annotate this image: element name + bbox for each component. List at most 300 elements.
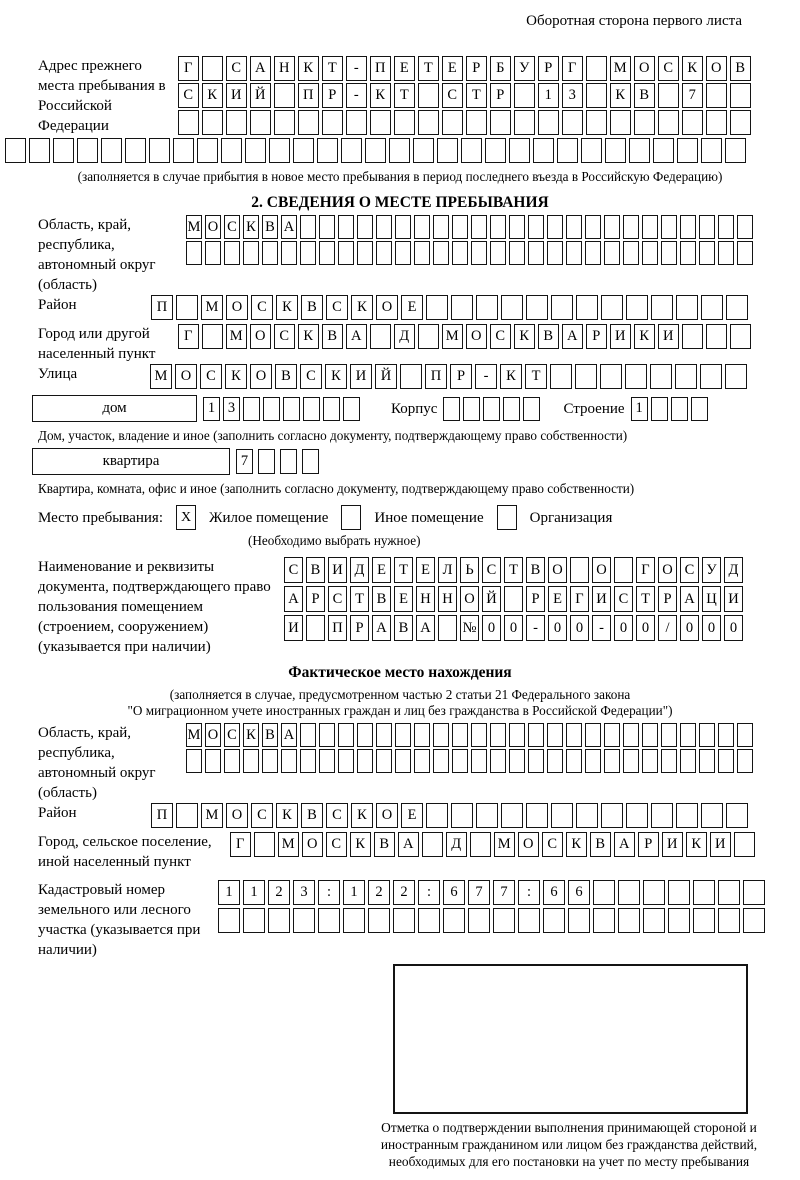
char-cell: П	[151, 295, 173, 320]
char-cell	[642, 241, 658, 265]
char-cell: М	[494, 832, 515, 857]
char-cell: 0	[614, 615, 633, 641]
char-cell: О	[592, 557, 611, 583]
house-note: Дом, участок, владение и иное (заполнить согласно документу, подтверждающему право собственности)	[38, 428, 628, 443]
char-cell: В	[590, 832, 611, 857]
char-cell: 7	[682, 83, 703, 108]
char-cell: 0	[548, 615, 567, 641]
char-cell	[668, 880, 690, 905]
field-city	[38, 324, 800, 364]
char-cell: К	[276, 803, 298, 828]
char-cell: Р	[490, 83, 511, 108]
char-cell: 0	[724, 615, 743, 641]
char-cell	[743, 880, 765, 905]
char-cell	[643, 908, 665, 933]
char-cell: Е	[372, 557, 391, 583]
char-cell: В	[526, 557, 545, 583]
char-cells-row	[186, 749, 756, 773]
char-cell: 7	[236, 449, 253, 474]
char-cell	[699, 749, 715, 773]
char-cell	[466, 110, 487, 135]
char-cell	[283, 397, 300, 421]
char-cell	[418, 324, 439, 349]
char-cell: С	[251, 295, 273, 320]
char-cell: 3	[223, 397, 240, 421]
actual-location-note-2: "О миграционном учете иностранных граждан и лиц без гражданства в Российской Федерации")	[127, 703, 673, 718]
char-cell	[586, 110, 607, 135]
stay-type-label: Место пребывания:	[38, 509, 163, 526]
char-cell: -	[592, 615, 611, 641]
char-cell	[576, 295, 598, 320]
char-cell: А	[372, 615, 391, 641]
char-cell	[319, 723, 335, 747]
char-cell: Н	[416, 586, 435, 612]
char-cell	[650, 364, 672, 389]
char-cell	[395, 723, 411, 747]
char-cell	[623, 241, 639, 265]
char-cell	[413, 138, 434, 163]
char-cell	[437, 138, 458, 163]
char-cell: Е	[401, 295, 423, 320]
char-cell	[476, 803, 498, 828]
char-cell: В	[306, 557, 325, 583]
char-cell	[422, 832, 443, 857]
house-box-label: дом	[32, 395, 197, 422]
char-cell: Р	[466, 56, 487, 81]
char-cell: К	[298, 56, 319, 81]
char-cell	[585, 241, 601, 265]
char-cell: Д	[724, 557, 743, 583]
char-cell: К	[350, 832, 371, 857]
char-cell	[625, 364, 647, 389]
stamp-box	[393, 964, 748, 1114]
char-cell: И	[226, 83, 247, 108]
char-cell: 6	[443, 880, 465, 905]
stamp-caption: Отметка о подтверждении выполнения принимающей стороной и иностранным гражданином или лицом без гражданства действий, необходимых для его постановки на учет по месту пребывания	[380, 1120, 758, 1169]
char-cell: Л	[438, 557, 457, 583]
char-cell	[338, 723, 354, 747]
char-cell: С	[200, 364, 222, 389]
char-cell: И	[710, 832, 731, 857]
char-cell	[509, 723, 525, 747]
char-cell	[368, 908, 390, 933]
char-cell	[526, 295, 548, 320]
city-label: Город или другой населенный пункт	[38, 326, 156, 362]
house-row	[32, 395, 800, 422]
char-cell	[395, 241, 411, 265]
char-cells-row	[178, 324, 754, 349]
prev-address-label: Адрес прежнего места пребывания в Российской Федерации	[38, 58, 166, 134]
char-cell: О	[548, 557, 567, 583]
char-cell: Г	[562, 56, 583, 81]
char-cell	[680, 241, 696, 265]
char-cell: Р	[450, 364, 472, 389]
char-cell	[653, 138, 674, 163]
char-cell: О	[226, 803, 248, 828]
char-cell: Ь	[460, 557, 479, 583]
char-cell: 0	[636, 615, 655, 641]
char-cell	[605, 138, 626, 163]
char-cell: :	[418, 880, 440, 905]
page-side-note: Оборотная сторона первого листа	[526, 13, 742, 29]
char-cell	[250, 110, 271, 135]
char-cell	[452, 241, 468, 265]
char-cell	[254, 832, 275, 857]
char-cell	[461, 138, 482, 163]
field-prev-address	[38, 56, 800, 136]
char-cell	[300, 723, 316, 747]
char-cell	[700, 364, 722, 389]
char-cell: О	[706, 56, 727, 81]
char-cell: В	[730, 56, 751, 81]
char-cell: У	[702, 557, 721, 583]
char-cell	[452, 723, 468, 747]
char-cell	[376, 215, 392, 239]
char-cell: Т	[394, 83, 415, 108]
char-cell: Р	[306, 586, 325, 612]
char-cell: Е	[442, 56, 463, 81]
char-cell	[471, 723, 487, 747]
stroenie-label: Строение	[563, 400, 625, 417]
char-cell: К	[298, 324, 319, 349]
char-cell: А	[398, 832, 419, 857]
char-cell	[604, 723, 620, 747]
char-cell: Р	[526, 586, 545, 612]
char-cell: 7	[468, 880, 490, 905]
char-cell	[691, 397, 708, 421]
apartment-note: Квартира, комната, офис и иное (заполнить согласно документу, подтверждающему право собственности)	[38, 481, 635, 496]
checkbox-organization	[497, 505, 517, 530]
char-cell	[414, 215, 430, 239]
char-cell	[53, 138, 74, 163]
char-cell	[258, 449, 275, 474]
char-cell	[338, 241, 354, 265]
char-cell	[528, 241, 544, 265]
char-cell: О	[205, 215, 221, 239]
char-cell	[243, 397, 260, 421]
char-cell	[668, 908, 690, 933]
char-cell: Е	[394, 56, 415, 81]
char-cell: Е	[416, 557, 435, 583]
char-cell: Т	[394, 557, 413, 583]
char-cell	[376, 749, 392, 773]
char-cell	[306, 615, 325, 641]
char-cell: К	[634, 324, 655, 349]
char-cell: И	[592, 586, 611, 612]
char-cell: О	[460, 586, 479, 612]
char-cell	[730, 324, 751, 349]
char-cell	[341, 138, 362, 163]
char-cell	[490, 749, 506, 773]
char-cell	[661, 241, 677, 265]
char-cell	[726, 803, 748, 828]
char-cells-row	[151, 803, 751, 828]
char-cell	[523, 397, 540, 421]
char-cell	[149, 138, 170, 163]
char-cell: 3	[293, 880, 315, 905]
char-cell	[581, 138, 602, 163]
char-cell: А	[284, 586, 303, 612]
char-cell: С	[482, 557, 501, 583]
char-cell	[528, 749, 544, 773]
char-cell	[186, 749, 202, 773]
option-label-residential: Жилое помещение	[209, 509, 329, 526]
char-cell	[593, 880, 615, 905]
char-cell: 6	[568, 880, 590, 905]
char-cell: 1	[631, 397, 648, 421]
char-cell	[682, 110, 703, 135]
char-cell: Р	[538, 56, 559, 81]
char-cell	[557, 138, 578, 163]
char-cell	[643, 880, 665, 905]
prev-address-grid	[178, 56, 754, 135]
char-cell	[433, 749, 449, 773]
char-cell: Р	[638, 832, 659, 857]
char-cell: С	[226, 56, 247, 81]
char-cell: В	[394, 615, 413, 641]
char-cell: О	[658, 557, 677, 583]
char-cell: М	[201, 803, 223, 828]
char-cell: С	[284, 557, 303, 583]
char-cell: И	[284, 615, 303, 641]
char-cell	[418, 110, 439, 135]
document-grid	[284, 557, 746, 641]
char-cell	[566, 215, 582, 239]
field-district	[38, 295, 800, 320]
char-cell: Г	[230, 832, 251, 857]
char-cell	[463, 397, 480, 421]
section2-title: 2. СВЕДЕНИЯ О МЕСТЕ ПРЕБЫВАНИЯ	[251, 194, 549, 211]
char-cell: С	[328, 586, 347, 612]
char-cell	[357, 215, 373, 239]
char-cell: Р	[658, 586, 677, 612]
char-cell	[343, 397, 360, 421]
char-cell: А	[250, 56, 271, 81]
char-cell: О	[302, 832, 323, 857]
option-label-organization: Организация	[529, 509, 613, 526]
char-cell	[202, 110, 223, 135]
char-cell	[610, 110, 631, 135]
char-cell	[566, 749, 582, 773]
char-cell: М	[201, 295, 223, 320]
char-cell: С	[442, 83, 463, 108]
char-cell	[550, 364, 572, 389]
char-cell	[509, 215, 525, 239]
char-cell	[504, 586, 523, 612]
char-cell: Ц	[702, 586, 721, 612]
char-cell: И	[610, 324, 631, 349]
char-cell	[493, 908, 515, 933]
char-cell: С	[614, 586, 633, 612]
actual-location-note-1: (заполняется в случае, предусмотренном частью 2 статьи 21 Федерального закона	[169, 687, 631, 702]
char-cell	[338, 215, 354, 239]
char-cell	[245, 138, 266, 163]
char-cell	[699, 215, 715, 239]
char-cell	[737, 215, 753, 239]
char-cells-row	[218, 908, 768, 933]
char-cell: Р	[350, 615, 369, 641]
field-document	[38, 557, 800, 657]
char-cell	[706, 110, 727, 135]
char-cell: Г	[178, 56, 199, 81]
char-cell: М	[278, 832, 299, 857]
char-cell: Г	[178, 324, 199, 349]
char-cell: П	[328, 615, 347, 641]
char-cell: А	[680, 586, 699, 612]
field-actual-region	[38, 723, 800, 803]
char-cell: -	[475, 364, 497, 389]
char-cell	[501, 803, 523, 828]
char-cell	[701, 138, 722, 163]
char-cell	[197, 138, 218, 163]
korpus-label: Корпус	[391, 400, 438, 417]
char-cell	[389, 138, 410, 163]
char-cell: Р	[586, 324, 607, 349]
char-cell	[514, 83, 535, 108]
char-cell	[293, 908, 315, 933]
char-cell: Д	[394, 324, 415, 349]
char-cell: К	[276, 295, 298, 320]
prev-address-overflow-row	[5, 138, 800, 163]
char-cell	[293, 138, 314, 163]
actual-district-label: Район	[38, 805, 77, 821]
char-cell	[562, 110, 583, 135]
char-cell	[634, 110, 655, 135]
char-cell	[125, 138, 146, 163]
char-cell: М	[226, 324, 247, 349]
char-cell: И	[724, 586, 743, 612]
char-cell	[376, 241, 392, 265]
char-cell	[243, 241, 259, 265]
char-cell	[298, 110, 319, 135]
char-cell: М	[610, 56, 631, 81]
char-cell	[585, 723, 601, 747]
char-cell	[451, 295, 473, 320]
char-cell	[734, 832, 755, 857]
char-cell: М	[442, 324, 463, 349]
char-cell	[642, 215, 658, 239]
char-cell: А	[614, 832, 635, 857]
char-cell	[470, 832, 491, 857]
char-cell	[476, 295, 498, 320]
char-cell: А	[346, 324, 367, 349]
char-cell	[221, 138, 242, 163]
char-cell: С	[326, 295, 348, 320]
char-cell: К	[225, 364, 247, 389]
char-cell	[743, 908, 765, 933]
char-cell	[576, 803, 598, 828]
prev-address-note: (заполняется в случае прибытия в новое место пребывания в период последнего въезда в Российскую Федерацию)	[77, 169, 723, 184]
char-cell	[730, 83, 751, 108]
char-cell	[658, 110, 679, 135]
char-cell: К	[500, 364, 522, 389]
char-cell: К	[610, 83, 631, 108]
char-cell	[725, 364, 747, 389]
char-cells-row	[151, 295, 751, 320]
korpus-cells	[443, 397, 543, 421]
char-cell	[370, 110, 391, 135]
char-cell	[226, 110, 247, 135]
char-cell	[468, 908, 490, 933]
char-cell	[551, 295, 573, 320]
char-cell	[426, 295, 448, 320]
char-cell: 0	[680, 615, 699, 641]
char-cell: Т	[350, 586, 369, 612]
option-label-other-premises: Иное помещение	[374, 509, 484, 526]
char-cell	[585, 749, 601, 773]
char-cell	[528, 723, 544, 747]
document-label: Наименование и реквизиты документа, подтверждающего право пользования помещением (строением, сооружением) (указывается при наличии)	[38, 559, 271, 655]
char-cell	[346, 110, 367, 135]
char-cell	[509, 138, 530, 163]
char-cell: О	[226, 295, 248, 320]
char-cell	[357, 241, 373, 265]
char-cell	[393, 908, 415, 933]
char-cell	[77, 138, 98, 163]
char-cell	[490, 215, 506, 239]
district-label: Район	[38, 297, 77, 313]
char-cell	[243, 749, 259, 773]
char-cell: И	[350, 364, 372, 389]
char-cell	[601, 803, 623, 828]
char-cell	[680, 749, 696, 773]
char-cell: И	[328, 557, 347, 583]
char-cell: О	[518, 832, 539, 857]
char-cell	[642, 723, 658, 747]
char-cell: М	[186, 215, 202, 239]
field-actual-city	[38, 832, 800, 872]
char-cell	[438, 615, 457, 641]
checkbox-residential: X	[176, 505, 196, 530]
char-cell	[671, 397, 688, 421]
char-cell	[604, 749, 620, 773]
char-cell	[585, 215, 601, 239]
char-cell	[319, 749, 335, 773]
char-cell	[300, 215, 316, 239]
char-cell: 0	[504, 615, 523, 641]
char-cell: О	[175, 364, 197, 389]
char-cell	[725, 138, 746, 163]
char-cell	[243, 908, 265, 933]
char-cell	[263, 397, 280, 421]
char-cell	[680, 723, 696, 747]
char-cell	[699, 723, 715, 747]
char-cell	[218, 908, 240, 933]
char-cell: 1	[343, 880, 365, 905]
char-cell	[490, 110, 511, 135]
char-cell	[452, 215, 468, 239]
char-cell: О	[466, 324, 487, 349]
char-cell	[101, 138, 122, 163]
char-cell: 7	[493, 880, 515, 905]
char-cell	[414, 723, 430, 747]
char-cell	[451, 803, 473, 828]
char-cell: -	[526, 615, 545, 641]
char-cell	[730, 110, 751, 135]
char-cell: С	[178, 83, 199, 108]
char-cell	[706, 324, 727, 349]
char-cell	[661, 723, 677, 747]
char-cell	[485, 138, 506, 163]
char-cell: Т	[525, 364, 547, 389]
char-cell	[682, 324, 703, 349]
char-cell: Г	[570, 586, 589, 612]
char-cell	[268, 908, 290, 933]
char-cell	[281, 241, 297, 265]
char-cell: У	[514, 56, 535, 81]
char-cell	[661, 749, 677, 773]
char-cell: П	[151, 803, 173, 828]
